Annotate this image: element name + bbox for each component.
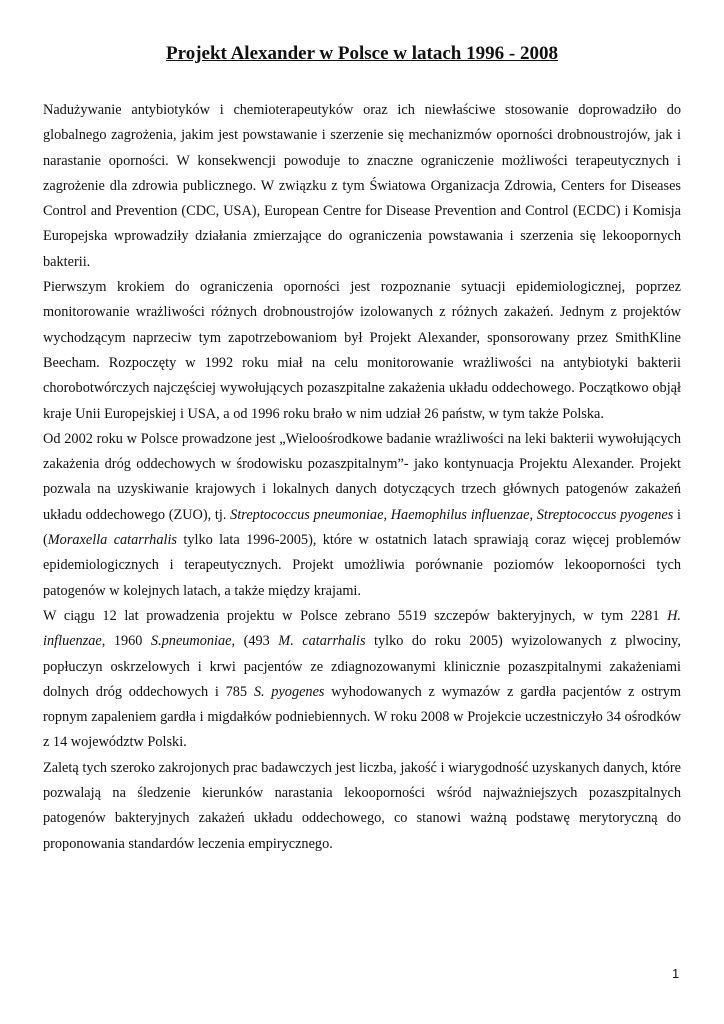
species-name: H. influenzae [43, 607, 681, 650]
text-run: tylko lata 1996-2005), które w ostatnich latach sprawiają coraz więcej problemów epidemiologicznych i terapeutycznych. Projekt umożliwia porównanie poziomów lekooporności tych patogenów w kolejnych latach, a także między krajami. [43, 532, 681, 599]
paragraph [43, 98, 681, 275]
text-run: Pierwszym krokiem do ograniczenia oporności jest rozpoznanie sytuacji epidemiologicznej, poprzez monitorowanie wrażliwości różnych drobnoustrojów izolowanych z różnych zakażeń. Jednym z projektów wychodzącym naprzeciw tym zapotrzebowaniom był Projekt Alexander, sponsorowany przez SmithKline Beecham. Rozpoczęty w 1992 roku miał na celu monitorowanie wrażliwości na antybiotyki bakterii chorobotwórczych najczęściej wywołujących pozaszpitalne zakażenia układu oddechowego. Początkowo objął kraje Unii Europejskiej i USA, a od 1996 roku brało w nim udział 26 państw, w tym także Polska. [43, 279, 681, 422]
text-run: W ciągu 12 lat prowadzenia projektu w Polsce zebrano 5519 szczepów bakteryjnych, w tym 2281 [43, 607, 668, 624]
text-run: , [529, 506, 537, 523]
paragraph [43, 427, 681, 604]
text-run: , (493 [231, 633, 279, 650]
species-name: M. catarrhalis [278, 633, 366, 650]
text-run: , 1960 [101, 633, 151, 650]
text-run: tylko do roku 2005) wyizolowanych z plwociny, popłuczyn oskrzelowych i krwi pacjentów ze zdiagnozowanymi klinicznie pozaszpitalnymi zakażeniami dolnych dróg oddechowych i 785 [43, 633, 681, 700]
species-name: S. pyogenes [253, 683, 325, 700]
species-name: Streptococcus pneumoniae [230, 506, 384, 523]
species-name: Streptococcus pyogenes [536, 506, 674, 523]
text-run: wyhodowanych z wymazów z gardła pacjentów z ostrym ropnym zapaleniem gardła i migdałków podniebiennych. W roku 2008 w Projekcie uczestniczyło 34 ośrodków z 14 województw Polski. [43, 683, 681, 751]
species-name: S.pneumoniae [150, 633, 232, 650]
text-run: Od 2002 roku w Polsce prowadzone jest „Wieloośrodkowe badanie wrażliwości na leki bakterii wywołujących zakażenia dróg oddechowych w środowisku pozaszpitalnym”- jako kontynuacja Projektu Alexander. Projekt pozwala na uzyskiwanie krajowych i lokalnych danych dotyczących trzech głównych patogenów zakażeń układu oddechowego (ZUO), tj. [43, 430, 681, 523]
document-body [43, 98, 681, 857]
document-title: Projekt Alexander w Polsce w latach 1996 - 2008 [166, 43, 558, 64]
species-name: Moraxella catarrhalis [47, 532, 177, 549]
text-run: , [383, 506, 391, 523]
paragraph [43, 756, 681, 857]
text-run: i ( [43, 506, 682, 549]
text-run: Nadużywanie antybiotyków i chemioterapeutyków oraz ich niewłaściwe stosowanie doprowadziło do globalnego zagrożenia, jakim jest powstawanie i szerzenie się mechanizmów oporności drobnoustrojów, jak i narastanie oporności. W konsekwencji powoduje to znaczne ograniczenie możliwości terapeutycznych i zagrożenie dla zdrowia publicznego. W związku z tym Światowa Organizacja Zdrowia, Centers for Diseases Control and Prevention (CDC, USA), European Centre for Disease Prevention and Control (ECDC) i Komisja Europejska wprowadziły działania zmierzające do ograniczenia powstawania i szerzenia się lekoopornych bakterii. [43, 102, 681, 270]
paragraph [43, 604, 681, 756]
text-run: Zaletą tych szeroko zakrojonych prac badawczych jest liczba, jakość i wiarygodność uzyskanych danych, które pozwalają na śledzenie kierunków narastania lekooporności wśród najważniejszych pozaszpitalnych patogenów bakteryjnych zakażeń układu oddechowego, co stanowi ważną podstawę merytoryczną do proponowania standardów leczenia empirycznego. [43, 759, 681, 852]
species-name: Haemophilus influenzae [390, 506, 530, 523]
paragraph [43, 275, 681, 427]
page-number: 1 [672, 966, 680, 981]
